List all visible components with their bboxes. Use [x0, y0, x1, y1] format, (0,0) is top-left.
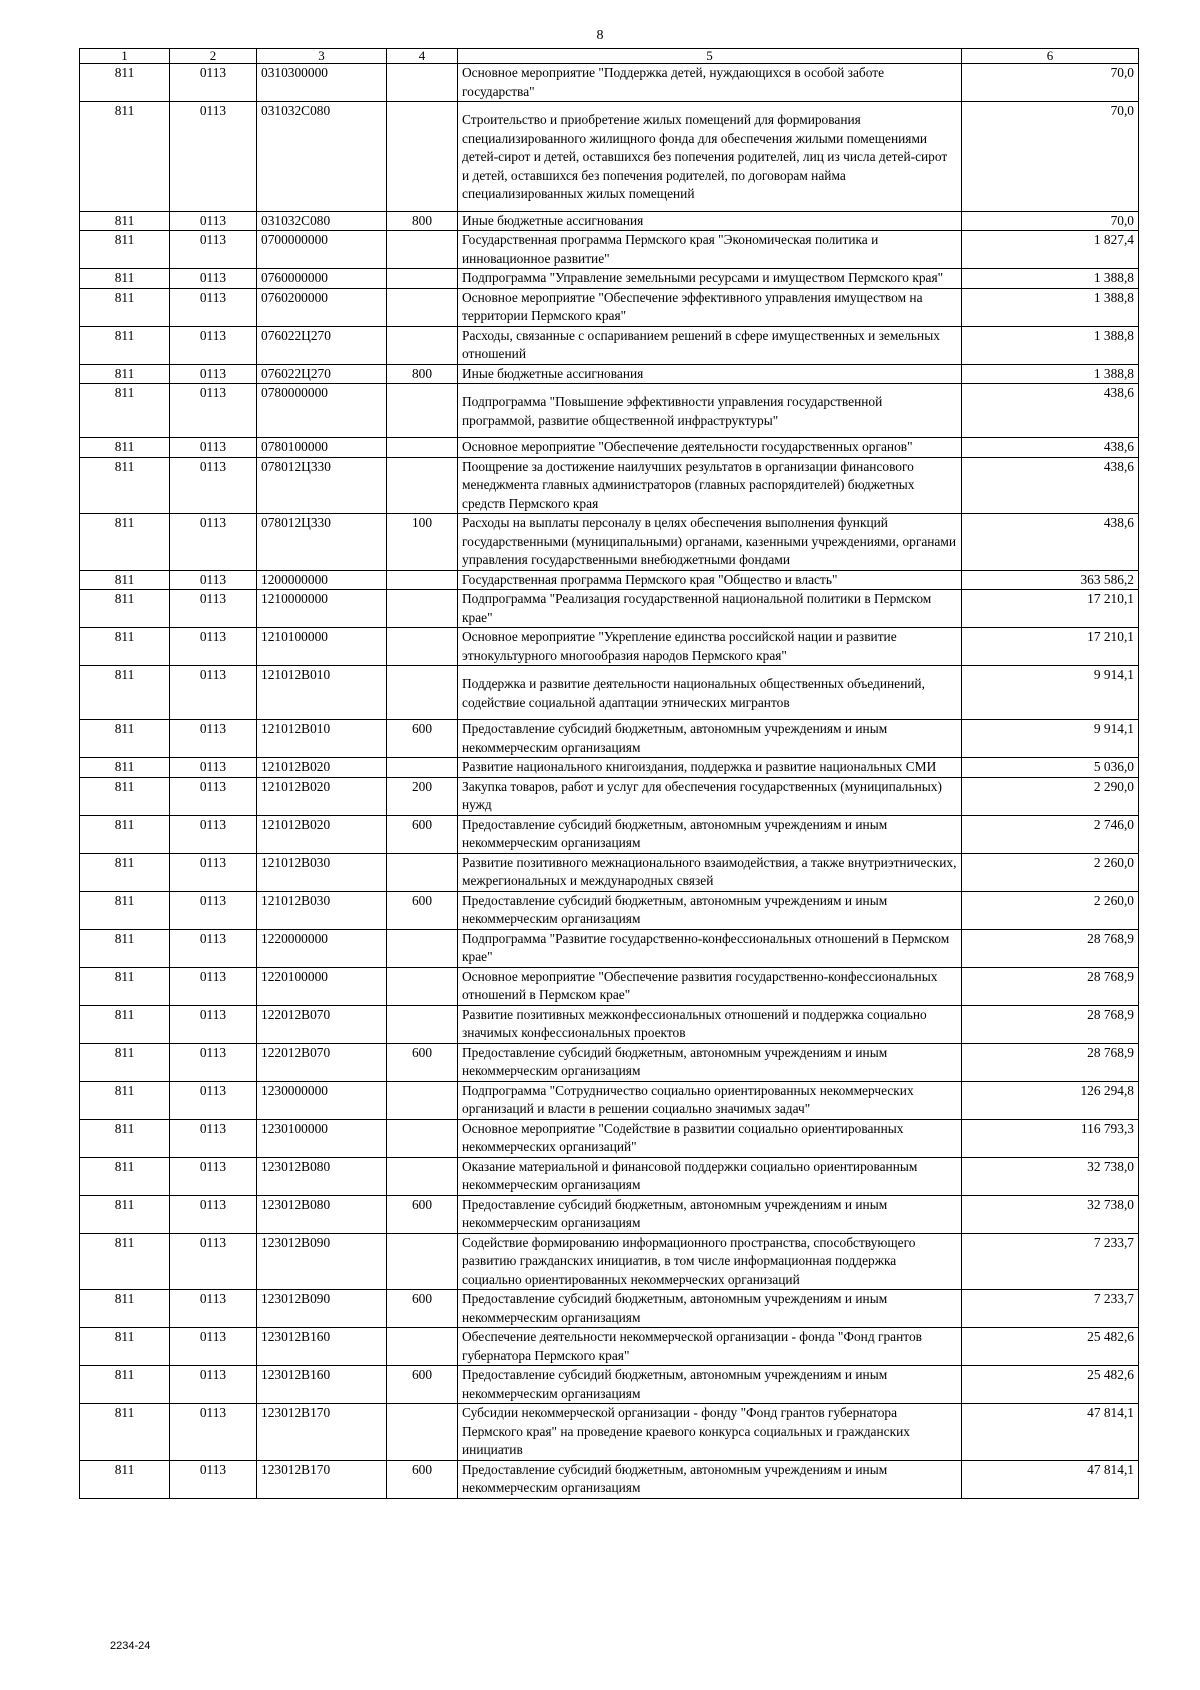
ministry-code-cell: 811	[80, 1233, 170, 1290]
ministry-code-cell: 811	[80, 1157, 170, 1195]
target-article-cell: 1220100000	[257, 967, 387, 1005]
section-code-cell: 0113	[170, 1460, 257, 1498]
target-article-cell: 1210000000	[257, 590, 387, 628]
section-code-cell: 0113	[170, 1366, 257, 1404]
ministry-code-cell: 811	[80, 1366, 170, 1404]
description-cell: Предоставление субсидий бюджетным, автономным учреждениям и иным некоммерческим организациям	[458, 1290, 962, 1328]
section-code-cell: 0113	[170, 758, 257, 778]
target-article-cell: 123012В090	[257, 1233, 387, 1290]
expense-type-cell	[387, 758, 458, 778]
description-cell: Подпрограмма "Реализация государственной национальной политики в Пермском крае"	[458, 590, 962, 628]
table-row	[80, 891, 1139, 929]
description-cell: Строительство и приобретение жилых помещений для формирования специализированного жилищного фонда для обеспечения жилыми помещениями детей-сирот и детей, оставшихся без попечения родителей, лиц из числа детей-сирот и детей, оставшихся без попечения родителей, по договорам найма специализированных жилых помещений	[458, 102, 962, 212]
expense-type-cell	[387, 628, 458, 666]
ministry-code-cell: 811	[80, 1328, 170, 1366]
ministry-code-cell: 811	[80, 269, 170, 289]
ministry-code-cell: 811	[80, 64, 170, 102]
amount-cell: 70,0	[962, 102, 1139, 212]
expense-type-cell	[387, 666, 458, 720]
target-article-cell: 123012В170	[257, 1404, 387, 1461]
target-article-cell: 122012В070	[257, 1043, 387, 1081]
table-row	[80, 514, 1139, 571]
ministry-code-cell: 811	[80, 326, 170, 364]
description-cell: Подпрограмма "Сотрудничество социально ориентированных некоммерческих организаций и власти в решении социально значимых задач"	[458, 1081, 962, 1119]
target-article-cell: 1230100000	[257, 1119, 387, 1157]
target-article-cell: 031032С080	[257, 102, 387, 212]
description-cell: Основное мероприятие "Обеспечение развития государственно-конфессиональных отношений в Пермском крае"	[458, 967, 962, 1005]
amount-cell: 25 482,6	[962, 1328, 1139, 1366]
target-article-cell: 0760000000	[257, 269, 387, 289]
description-cell: Предоставление субсидий бюджетным, автономным учреждениям и иным некоммерческим организациям	[458, 720, 962, 758]
section-code-cell: 0113	[170, 1043, 257, 1081]
ministry-code-cell: 811	[80, 590, 170, 628]
ministry-code-cell: 811	[80, 815, 170, 853]
description-cell: Расходы, связанные с оспариванием решений в сфере имущественных и земельных отношений	[458, 326, 962, 364]
ministry-code-cell: 811	[80, 929, 170, 967]
section-code-cell: 0113	[170, 929, 257, 967]
description-cell: Предоставление субсидий бюджетным, автономным учреждениям и иным некоммерческим организациям	[458, 1366, 962, 1404]
expense-type-cell	[387, 1157, 458, 1195]
amount-cell: 438,6	[962, 384, 1139, 438]
table-row	[80, 1157, 1139, 1195]
description-cell: Развитие национального книгоиздания, поддержка и развитие национальных СМИ	[458, 758, 962, 778]
table-row	[80, 326, 1139, 364]
section-code-cell: 0113	[170, 269, 257, 289]
ministry-code-cell: 811	[80, 288, 170, 326]
target-article-cell: 1210100000	[257, 628, 387, 666]
target-article-cell: 122012В070	[257, 1005, 387, 1043]
document-code: 2234-24	[110, 1640, 151, 1652]
target-article-cell: 076022Ц270	[257, 364, 387, 384]
section-code-cell: 0113	[170, 1404, 257, 1461]
expense-type-cell	[387, 853, 458, 891]
amount-cell: 17 210,1	[962, 628, 1139, 666]
amount-cell: 438,6	[962, 514, 1139, 571]
description-cell: Расходы на выплаты персоналу в целях обеспечения выполнения функций государственными (муниципальными) органами, казенными учреждениями, органами управления государственными внебюджетными фондами	[458, 514, 962, 571]
expense-type-cell: 600	[387, 720, 458, 758]
table-row	[80, 288, 1139, 326]
table-row	[80, 815, 1139, 853]
ministry-code-cell: 811	[80, 853, 170, 891]
section-code-cell: 0113	[170, 853, 257, 891]
expense-type-cell	[387, 967, 458, 1005]
target-article-cell: 078012Ц330	[257, 457, 387, 514]
section-code-cell: 0113	[170, 384, 257, 438]
section-code-cell: 0113	[170, 1081, 257, 1119]
target-article-cell: 1230000000	[257, 1081, 387, 1119]
ministry-code-cell: 811	[80, 1043, 170, 1081]
expense-type-cell	[387, 457, 458, 514]
table-row	[80, 1119, 1139, 1157]
description-cell: Основное мероприятие "Обеспечение эффективного управления имуществом на территории Пермского края"	[458, 288, 962, 326]
description-cell: Подпрограмма "Повышение эффективности управления государственной программой, развитие общественной инфраструктуры"	[458, 384, 962, 438]
target-article-cell: 121012В030	[257, 853, 387, 891]
expense-type-cell	[387, 269, 458, 289]
expense-type-cell: 600	[387, 1460, 458, 1498]
section-code-cell: 0113	[170, 102, 257, 212]
table-row	[80, 1366, 1139, 1404]
table-row	[80, 1043, 1139, 1081]
section-code-cell: 0113	[170, 64, 257, 102]
description-cell: Основное мероприятие "Укрепление единства российской нации и развитие этнокультурного многообразия народов Пермского края"	[458, 628, 962, 666]
amount-cell: 9 914,1	[962, 666, 1139, 720]
table-row	[80, 929, 1139, 967]
amount-cell: 7 233,7	[962, 1233, 1139, 1290]
column-header: 6	[962, 49, 1139, 64]
section-code-cell: 0113	[170, 326, 257, 364]
section-code-cell: 0113	[170, 1328, 257, 1366]
section-code-cell: 0113	[170, 1157, 257, 1195]
target-article-cell: 0780000000	[257, 384, 387, 438]
table-row	[80, 853, 1139, 891]
ministry-code-cell: 811	[80, 514, 170, 571]
description-cell: Подпрограмма "Управление земельными ресурсами и имуществом Пермского края"	[458, 269, 962, 289]
expense-type-cell: 100	[387, 514, 458, 571]
target-article-cell: 0780100000	[257, 438, 387, 458]
section-code-cell: 0113	[170, 1195, 257, 1233]
expense-type-cell	[387, 929, 458, 967]
section-code-cell: 0113	[170, 777, 257, 815]
table-row	[80, 758, 1139, 778]
target-article-cell: 1220000000	[257, 929, 387, 967]
description-cell: Основное мероприятие "Поддержка детей, нуждающихся в особой заботе государства"	[458, 64, 962, 102]
amount-cell: 363 586,2	[962, 570, 1139, 590]
table-row	[80, 1081, 1139, 1119]
amount-cell: 70,0	[962, 64, 1139, 102]
ministry-code-cell: 811	[80, 628, 170, 666]
target-article-cell: 0760200000	[257, 288, 387, 326]
target-article-cell: 121012В010	[257, 720, 387, 758]
table-row	[80, 102, 1139, 212]
ministry-code-cell: 811	[80, 666, 170, 720]
expense-type-cell	[387, 102, 458, 212]
ministry-code-cell: 811	[80, 1290, 170, 1328]
expense-type-cell: 200	[387, 777, 458, 815]
page-number: 8	[596, 28, 604, 43]
section-code-cell: 0113	[170, 1233, 257, 1290]
section-code-cell: 0113	[170, 967, 257, 1005]
expense-type-cell	[387, 1404, 458, 1461]
section-code-cell: 0113	[170, 628, 257, 666]
target-article-cell: 1200000000	[257, 570, 387, 590]
budget-table	[79, 48, 1139, 1499]
description-cell: Подпрограмма "Развитие государственно-конфессиональных отношений в Пермском крае"	[458, 929, 962, 967]
amount-cell: 2 260,0	[962, 853, 1139, 891]
description-cell: Содействие формированию информационного пространства, способствующего развитию гражданских инициатив, в том числе информационная поддержка социально ориентированных некоммерческих организаций	[458, 1233, 962, 1290]
description-cell: Предоставление субсидий бюджетным, автономным учреждениям и иным некоммерческим организациям	[458, 815, 962, 853]
amount-cell: 28 768,9	[962, 929, 1139, 967]
expense-type-cell: 600	[387, 1043, 458, 1081]
amount-cell: 47 814,1	[962, 1460, 1139, 1498]
target-article-cell: 0310300000	[257, 64, 387, 102]
ministry-code-cell: 811	[80, 1404, 170, 1461]
description-cell: Государственная программа Пермского края "Общество и власть"	[458, 570, 962, 590]
target-article-cell: 123012В170	[257, 1460, 387, 1498]
expense-type-cell	[387, 1081, 458, 1119]
table-row	[80, 777, 1139, 815]
table-row	[80, 1290, 1139, 1328]
expense-type-cell: 600	[387, 1195, 458, 1233]
description-cell: Поддержка и развитие деятельности национальных общественных объединений, содействие социальной адаптации этнических мигрантов	[458, 666, 962, 720]
amount-cell: 17 210,1	[962, 590, 1139, 628]
amount-cell: 438,6	[962, 457, 1139, 514]
amount-cell: 1 827,4	[962, 231, 1139, 269]
expense-type-cell: 800	[387, 211, 458, 231]
target-article-cell: 123012В160	[257, 1328, 387, 1366]
ministry-code-cell: 811	[80, 364, 170, 384]
description-cell: Оказание материальной и финансовой поддержки социально ориентированным некоммерческим организациям	[458, 1157, 962, 1195]
target-article-cell: 121012В030	[257, 891, 387, 929]
table-row	[80, 1233, 1139, 1290]
amount-cell: 2 746,0	[962, 815, 1139, 853]
expense-type-cell: 600	[387, 1290, 458, 1328]
table-row	[80, 211, 1139, 231]
expense-type-cell	[387, 590, 458, 628]
description-cell: Обеспечение деятельности некоммерческой организации - фонда "Фонд грантов губернатора Пермского края"	[458, 1328, 962, 1366]
section-code-cell: 0113	[170, 570, 257, 590]
ministry-code-cell: 811	[80, 1195, 170, 1233]
target-article-cell: 078012Ц330	[257, 514, 387, 571]
target-article-cell: 121012В020	[257, 758, 387, 778]
section-code-cell: 0113	[170, 438, 257, 458]
table-row	[80, 438, 1139, 458]
table-row	[80, 384, 1139, 438]
table-body	[80, 64, 1139, 1499]
ministry-code-cell: 811	[80, 891, 170, 929]
table-row	[80, 269, 1139, 289]
ministry-code-cell: 811	[80, 1005, 170, 1043]
description-cell: Закупка товаров, работ и услуг для обеспечения государственных (муниципальных) нужд	[458, 777, 962, 815]
description-cell: Иные бюджетные ассигнования	[458, 364, 962, 384]
table-row	[80, 720, 1139, 758]
ministry-code-cell: 811	[80, 777, 170, 815]
description-cell: Иные бюджетные ассигнования	[458, 211, 962, 231]
expense-type-cell	[387, 64, 458, 102]
description-cell: Предоставление субсидий бюджетным, автономным учреждениям и иным некоммерческим организациям	[458, 1460, 962, 1498]
section-code-cell: 0113	[170, 666, 257, 720]
target-article-cell: 121012В010	[257, 666, 387, 720]
amount-cell: 25 482,6	[962, 1366, 1139, 1404]
ministry-code-cell: 811	[80, 720, 170, 758]
section-code-cell: 0113	[170, 1290, 257, 1328]
section-code-cell: 0113	[170, 1119, 257, 1157]
ministry-code-cell: 811	[80, 570, 170, 590]
amount-cell: 28 768,9	[962, 967, 1139, 1005]
ministry-code-cell: 811	[80, 211, 170, 231]
ministry-code-cell: 811	[80, 1460, 170, 1498]
target-article-cell: 123012В160	[257, 1366, 387, 1404]
ministry-code-cell: 811	[80, 758, 170, 778]
amount-cell: 438,6	[962, 438, 1139, 458]
amount-cell: 2 290,0	[962, 777, 1139, 815]
expense-type-cell	[387, 1233, 458, 1290]
table-row	[80, 64, 1139, 102]
amount-cell: 28 768,9	[962, 1043, 1139, 1081]
table-row	[80, 457, 1139, 514]
description-cell: Основное мероприятие "Содействие в развитии социально ориентированных некоммерческих организаций"	[458, 1119, 962, 1157]
ministry-code-cell: 811	[80, 967, 170, 1005]
section-code-cell: 0113	[170, 364, 257, 384]
table-row	[80, 570, 1139, 590]
amount-cell: 9 914,1	[962, 720, 1139, 758]
expense-type-cell: 600	[387, 891, 458, 929]
section-code-cell: 0113	[170, 514, 257, 571]
amount-cell: 1 388,8	[962, 288, 1139, 326]
expense-type-cell	[387, 1119, 458, 1157]
section-code-cell: 0113	[170, 720, 257, 758]
expense-type-cell	[387, 326, 458, 364]
section-code-cell: 0113	[170, 1005, 257, 1043]
column-header: 3	[257, 49, 387, 64]
ministry-code-cell: 811	[80, 231, 170, 269]
target-article-cell: 123012В090	[257, 1290, 387, 1328]
target-article-cell: 123012В080	[257, 1157, 387, 1195]
table-row	[80, 231, 1139, 269]
section-code-cell: 0113	[170, 891, 257, 929]
column-header: 1	[80, 49, 170, 64]
column-header: 2	[170, 49, 257, 64]
section-code-cell: 0113	[170, 815, 257, 853]
table-row	[80, 1328, 1139, 1366]
ministry-code-cell: 811	[80, 102, 170, 212]
section-code-cell: 0113	[170, 457, 257, 514]
amount-cell: 7 233,7	[962, 1290, 1139, 1328]
expense-type-cell	[387, 1328, 458, 1366]
amount-cell: 2 260,0	[962, 891, 1139, 929]
column-header: 5	[458, 49, 962, 64]
ministry-code-cell: 811	[80, 1081, 170, 1119]
section-code-cell: 0113	[170, 288, 257, 326]
amount-cell: 116 793,3	[962, 1119, 1139, 1157]
target-article-cell: 121012В020	[257, 815, 387, 853]
table-row	[80, 628, 1139, 666]
ministry-code-cell: 811	[80, 1119, 170, 1157]
expense-type-cell	[387, 1005, 458, 1043]
expense-type-cell: 800	[387, 364, 458, 384]
table-row	[80, 1005, 1139, 1043]
table-row	[80, 967, 1139, 1005]
table-row	[80, 1404, 1139, 1461]
amount-cell: 32 738,0	[962, 1157, 1139, 1195]
amount-cell: 47 814,1	[962, 1404, 1139, 1461]
description-cell: Основное мероприятие "Обеспечение деятельности государственных органов"	[458, 438, 962, 458]
amount-cell: 70,0	[962, 211, 1139, 231]
section-code-cell: 0113	[170, 590, 257, 628]
description-cell: Государственная программа Пермского края "Экономическая политика и инновационное развитие"	[458, 231, 962, 269]
table-row	[80, 1460, 1139, 1498]
amount-cell: 28 768,9	[962, 1005, 1139, 1043]
table-row	[80, 1195, 1139, 1233]
expense-type-cell	[387, 438, 458, 458]
table-row	[80, 590, 1139, 628]
description-cell: Развитие позитивных межконфессиональных отношений и поддержка социально значимых конфессиональных проектов	[458, 1005, 962, 1043]
amount-cell: 1 388,8	[962, 326, 1139, 364]
description-cell: Предоставление субсидий бюджетным, автономным учреждениям и иным некоммерческим организациям	[458, 1043, 962, 1081]
ministry-code-cell: 811	[80, 457, 170, 514]
ministry-code-cell: 811	[80, 438, 170, 458]
description-cell: Предоставление субсидий бюджетным, автономным учреждениям и иным некоммерческим организациям	[458, 1195, 962, 1233]
description-cell: Развитие позитивного межнационального взаимодействия, а также внутриэтнических, межрегиональных и международных связей	[458, 853, 962, 891]
expense-type-cell: 600	[387, 815, 458, 853]
ministry-code-cell: 811	[80, 384, 170, 438]
table-header-row	[80, 49, 1139, 64]
table-row	[80, 364, 1139, 384]
target-article-cell: 0700000000	[257, 231, 387, 269]
amount-cell: 5 036,0	[962, 758, 1139, 778]
amount-cell: 126 294,8	[962, 1081, 1139, 1119]
section-code-cell: 0113	[170, 231, 257, 269]
expense-type-cell	[387, 384, 458, 438]
target-article-cell: 123012В080	[257, 1195, 387, 1233]
amount-cell: 1 388,8	[962, 364, 1139, 384]
section-code-cell: 0113	[170, 211, 257, 231]
expense-type-cell	[387, 288, 458, 326]
expense-type-cell	[387, 570, 458, 590]
target-article-cell: 076022Ц270	[257, 326, 387, 364]
column-header: 4	[387, 49, 458, 64]
amount-cell: 32 738,0	[962, 1195, 1139, 1233]
expense-type-cell	[387, 231, 458, 269]
amount-cell: 1 388,8	[962, 269, 1139, 289]
table-row	[80, 666, 1139, 720]
description-cell: Поощрение за достижение наилучших результатов в организации финансового менеджмента главных администраторов (главных распорядителей) бюджетных средств Пермского края	[458, 457, 962, 514]
expense-type-cell: 600	[387, 1366, 458, 1404]
description-cell: Предоставление субсидий бюджетным, автономным учреждениям и иным некоммерческим организациям	[458, 891, 962, 929]
description-cell: Субсидии некоммерческой организации - фонду "Фонд грантов губернатора Пермского края" на проведение краевого конкурса социальных и гражданских инициатив	[458, 1404, 962, 1461]
target-article-cell: 031032С080	[257, 211, 387, 231]
target-article-cell: 121012В020	[257, 777, 387, 815]
